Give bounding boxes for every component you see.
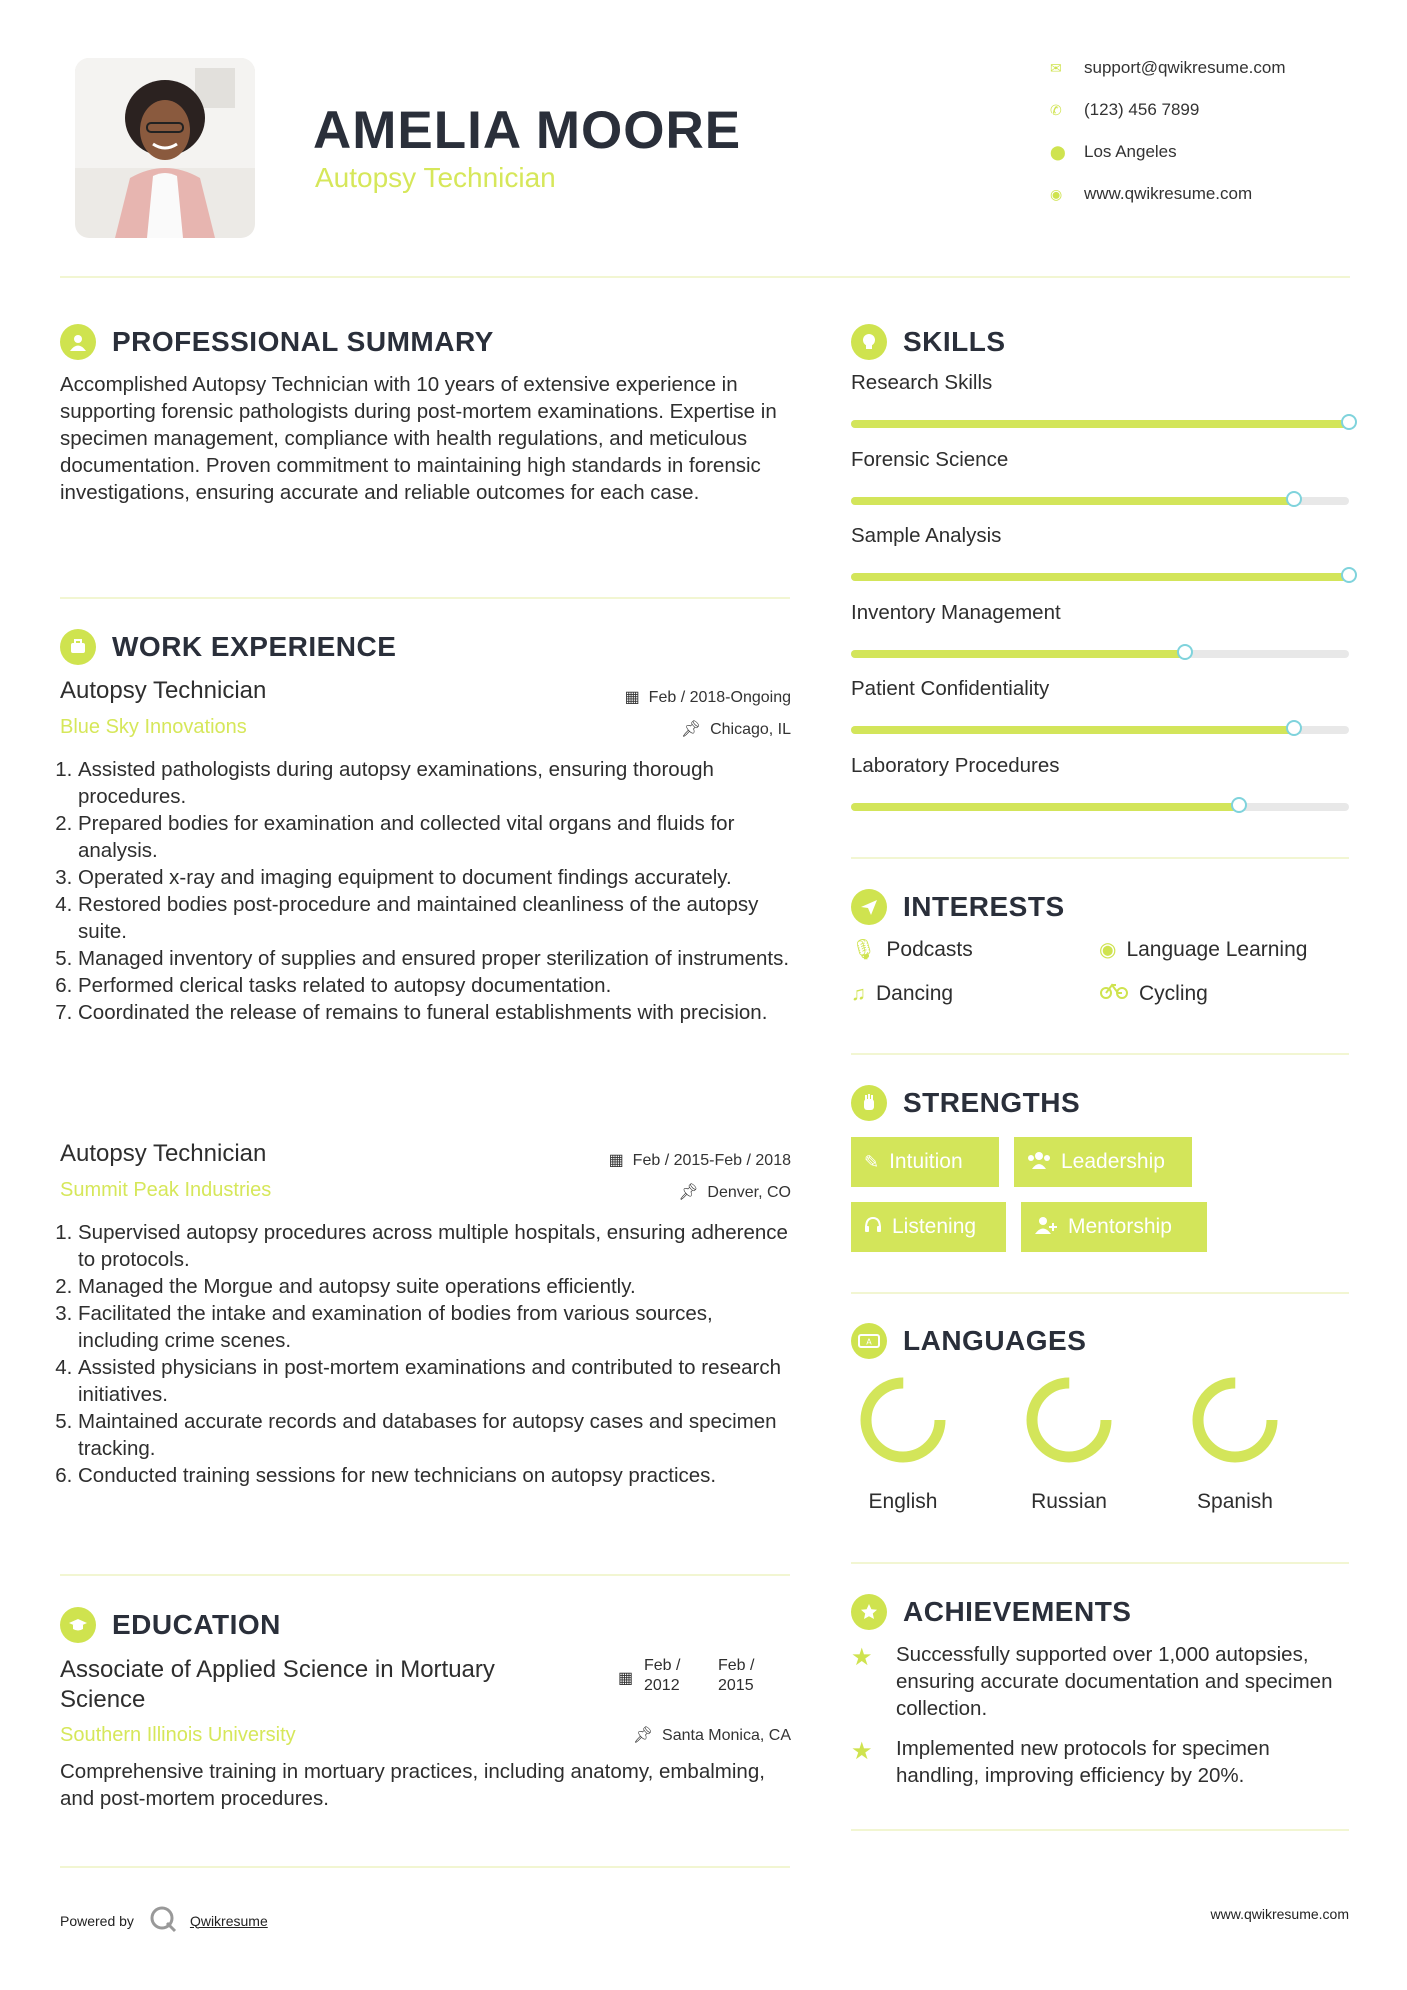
- globe-icon: ◉: [1050, 185, 1063, 202]
- globe-icon: ◉: [1099, 939, 1117, 961]
- location-pin-icon: ⬤: [1050, 143, 1066, 160]
- list-item: 2. Managed the Morgue and autopsy suite operations efficiently.: [78, 1273, 790, 1300]
- calendar-icon: ▦: [624, 689, 640, 706]
- education-heading: EDUCATION: [60, 1607, 281, 1643]
- skill-level-knob: [1341, 567, 1357, 583]
- skill-label: Laboratory Procedures: [851, 753, 1060, 777]
- strength-tag: ✎ Intuition: [851, 1137, 999, 1187]
- envelope-icon: ✉: [1050, 59, 1062, 76]
- job-company: Blue Sky Innovations: [60, 716, 247, 738]
- summary-text: Accomplished Autopsy Technician with 10 years of extensive experience in supporting forensic pathologists during post-mortem examinations. Expertise in specimen management, compliance with health regulations, and meticulous documentation. Proven commitment to maintaining high standards in forensic investigations, ensuring accurate and reliable outcomes for each case.: [60, 373, 777, 504]
- job-bullets: [60, 1219, 790, 1489]
- language-label: Spanish: [1197, 1490, 1273, 1513]
- job-title: Autopsy Technician: [60, 677, 267, 704]
- skill-bar: [851, 573, 1349, 581]
- lightbulb-icon: [851, 324, 887, 360]
- list-item: 3. Facilitated the intake and examination of bodies from various sources, including crime scenes.: [78, 1300, 790, 1354]
- list-item: 6. Conducted training sessions for new technicians on autopsy practices.: [78, 1462, 790, 1489]
- list-item: 3. Operated x-ray and imaging equipment to document findings accurately.: [78, 864, 790, 891]
- skill-bar: [851, 803, 1349, 811]
- section-divider: [60, 1866, 790, 1868]
- summary-heading: PROFESSIONAL SUMMARY: [60, 324, 494, 360]
- graduation-icon: [60, 1607, 96, 1643]
- job-company: Summit Peak Industries: [60, 1179, 272, 1201]
- language-icon: [851, 1323, 887, 1359]
- star-badge-icon: [851, 1594, 887, 1630]
- user-icon: [60, 324, 96, 360]
- skill-level-knob: [1286, 720, 1302, 736]
- calendar-icon: ▦: [618, 1670, 634, 1687]
- star-icon: ★: [851, 1644, 873, 1671]
- list-item: 5. Managed inventory of supplies and ensured proper sterilization of instruments.: [78, 945, 790, 972]
- section-divider: [851, 1053, 1349, 1055]
- skill-level-knob: [1286, 491, 1302, 507]
- phone-icon: ✆: [1050, 101, 1062, 118]
- section-divider: [851, 1829, 1349, 1831]
- language-ring: [1185, 1370, 1285, 1470]
- list-item: 7. Coordinated the release of remains to funeral establishments with precision.: [78, 999, 790, 1026]
- strength-tag: Leadership: [1014, 1137, 1192, 1187]
- pin-icon: 📌︎: [680, 721, 702, 738]
- list-item: 4. Assisted physicians in post-mortem examinations and contributed to research initiatives.: [78, 1354, 790, 1408]
- section-divider: [60, 1574, 790, 1576]
- language-label: Russian: [1031, 1490, 1107, 1513]
- hand-icon: [851, 1085, 887, 1121]
- skill-bar-fill: [851, 803, 1239, 811]
- calendar-icon: ▦: [608, 1152, 624, 1169]
- music-note-icon: ♫: [851, 982, 866, 1005]
- contact-email[interactable]: ✉ support@qwikresume.com: [1050, 58, 1286, 77]
- list-item: 1. Assisted pathologists during autopsy examinations, ensuring thorough procedures.: [78, 756, 790, 810]
- interest-item: 🎙︎ Podcasts: [851, 937, 973, 961]
- candidate-name: AMELIA MOORE: [313, 101, 742, 160]
- experience-heading: WORK EXPERIENCE: [60, 629, 396, 665]
- paper-plane-icon: [851, 889, 887, 925]
- language-ring-arc: [1198, 1383, 1272, 1457]
- job-title: Autopsy Technician: [60, 1140, 267, 1167]
- skill-label: Patient Confidentiality: [851, 677, 1050, 700]
- language-label: English: [868, 1490, 938, 1513]
- microphone-icon: 🎙︎: [851, 939, 877, 961]
- skill-label: Research Skills: [851, 371, 993, 394]
- job-location: 📌︎ Chicago, IL: [680, 721, 791, 738]
- skill-bar: [851, 650, 1349, 658]
- interest-item: Cycling: [1099, 982, 1208, 1006]
- achievements-heading: ACHIEVEMENTS: [851, 1594, 1131, 1630]
- list-item: 4. Restored bodies post-procedure and maintained cleanliness of the autopsy suite.: [78, 891, 790, 945]
- skill-bar-fill: [851, 420, 1349, 428]
- section-divider: [60, 597, 790, 599]
- qwikresume-logo-icon: [148, 1904, 178, 1937]
- pin-icon: 📌︎: [678, 1184, 699, 1201]
- header-divider: [60, 276, 1350, 278]
- language-ring: [853, 1370, 953, 1470]
- achievement-item: Implemented new protocols for specimen handling, improving efficiency by 20%.: [896, 1737, 1270, 1787]
- skill-level-knob: [1177, 644, 1193, 660]
- skill-bar: [851, 420, 1349, 428]
- language-ring-arc: [866, 1383, 940, 1457]
- skill-level-knob: [1341, 414, 1357, 430]
- interest-item: ♫ Dancing: [851, 982, 954, 1005]
- contact-website[interactable]: ◉ www.qwikresume.com: [1050, 184, 1253, 203]
- briefcase-icon: [60, 629, 96, 665]
- school-name: Southern Illinois University: [60, 1724, 296, 1746]
- contact-phone[interactable]: ✆ (123) 456 7899: [1050, 100, 1200, 119]
- bicycle-icon: [1099, 982, 1129, 1006]
- section-divider: [851, 857, 1349, 859]
- skill-bar: [851, 497, 1349, 505]
- section-divider: [851, 1292, 1349, 1294]
- skill-label: Forensic Science: [851, 447, 1009, 471]
- language-ring: [1019, 1370, 1119, 1470]
- job-date: ▦ Feb / 2018-Ongoing: [624, 689, 791, 706]
- education-location: 📌︎ Santa Monica, CA: [632, 1727, 791, 1744]
- list-item: 6. Performed clerical tasks related to autopsy documentation.: [78, 972, 790, 999]
- job-date: ▦ Feb / 2015-Feb / 2018: [608, 1152, 791, 1169]
- interest-item: ◉ Language Learning: [1099, 937, 1308, 961]
- skill-bar-fill: [851, 726, 1294, 734]
- footer-powered-by: Powered by Qwikresume: [60, 1904, 268, 1937]
- user-plus-icon: [1034, 1216, 1058, 1239]
- degree-title: Associate of Applied Science in Mortuary Science: [60, 1656, 495, 1713]
- section-divider: [851, 1562, 1349, 1564]
- star-icon: ★: [851, 1738, 873, 1765]
- education-date-end: Feb / 2015: [718, 1657, 755, 1694]
- list-item: 2. Prepared bodies for examination and collected vital organs and fluids for analysis.: [78, 810, 790, 864]
- job-location: 📌︎ Denver, CO: [678, 1184, 791, 1201]
- strength-tag: Mentorship: [1021, 1202, 1207, 1252]
- skill-level-knob: [1231, 797, 1247, 813]
- pin-icon: 📌︎: [632, 1727, 654, 1744]
- skills-heading: SKILLS: [851, 324, 1006, 360]
- interests-heading: INTERESTS: [851, 889, 1065, 925]
- footer-url[interactable]: www.qwikresume.com: [1210, 1906, 1349, 1922]
- strengths-heading: STRENGTHS: [851, 1085, 1080, 1121]
- headphones-icon: [864, 1216, 882, 1239]
- education-description: Comprehensive training in mortuary practices, including anatomy, embalming, and post-mortem procedures.: [60, 1760, 765, 1810]
- skill-bar-fill: [851, 497, 1294, 505]
- job-bullets: [60, 756, 790, 1026]
- skill-bar: [851, 726, 1349, 734]
- magic-wand-icon: ✎: [864, 1151, 880, 1172]
- list-item: 1. Supervised autopsy procedures across multiple hospitals, ensuring adherence to protocols.: [78, 1219, 790, 1273]
- list-item: 5. Maintained accurate records and databases for autopsy cases and specimen tracking.: [78, 1408, 790, 1462]
- svg-text:A: A: [866, 1337, 872, 1347]
- education-date-start: Feb / 2012: [644, 1657, 681, 1694]
- users-icon: [1027, 1151, 1051, 1174]
- profile-photo: [75, 58, 255, 238]
- achievement-item: Successfully supported over 1,000 autopsies, ensuring accurate documentation and specimen collection.: [896, 1643, 1333, 1720]
- languages-heading: A LANGUAGES: [851, 1323, 1086, 1359]
- skill-label: Inventory Management: [851, 600, 1061, 624]
- skill-label: Sample Analysis: [851, 524, 1002, 547]
- contact-location: ⬤ Los Angeles: [1050, 142, 1177, 161]
- skill-bar-fill: [851, 573, 1349, 581]
- skill-bar-fill: [851, 650, 1185, 658]
- qwikresume-link[interactable]: Qwikresume: [189, 1912, 268, 1929]
- candidate-title: Autopsy Technician: [315, 162, 556, 193]
- language-ring-arc: [1032, 1383, 1106, 1457]
- strength-tag: Listening: [851, 1202, 1006, 1252]
